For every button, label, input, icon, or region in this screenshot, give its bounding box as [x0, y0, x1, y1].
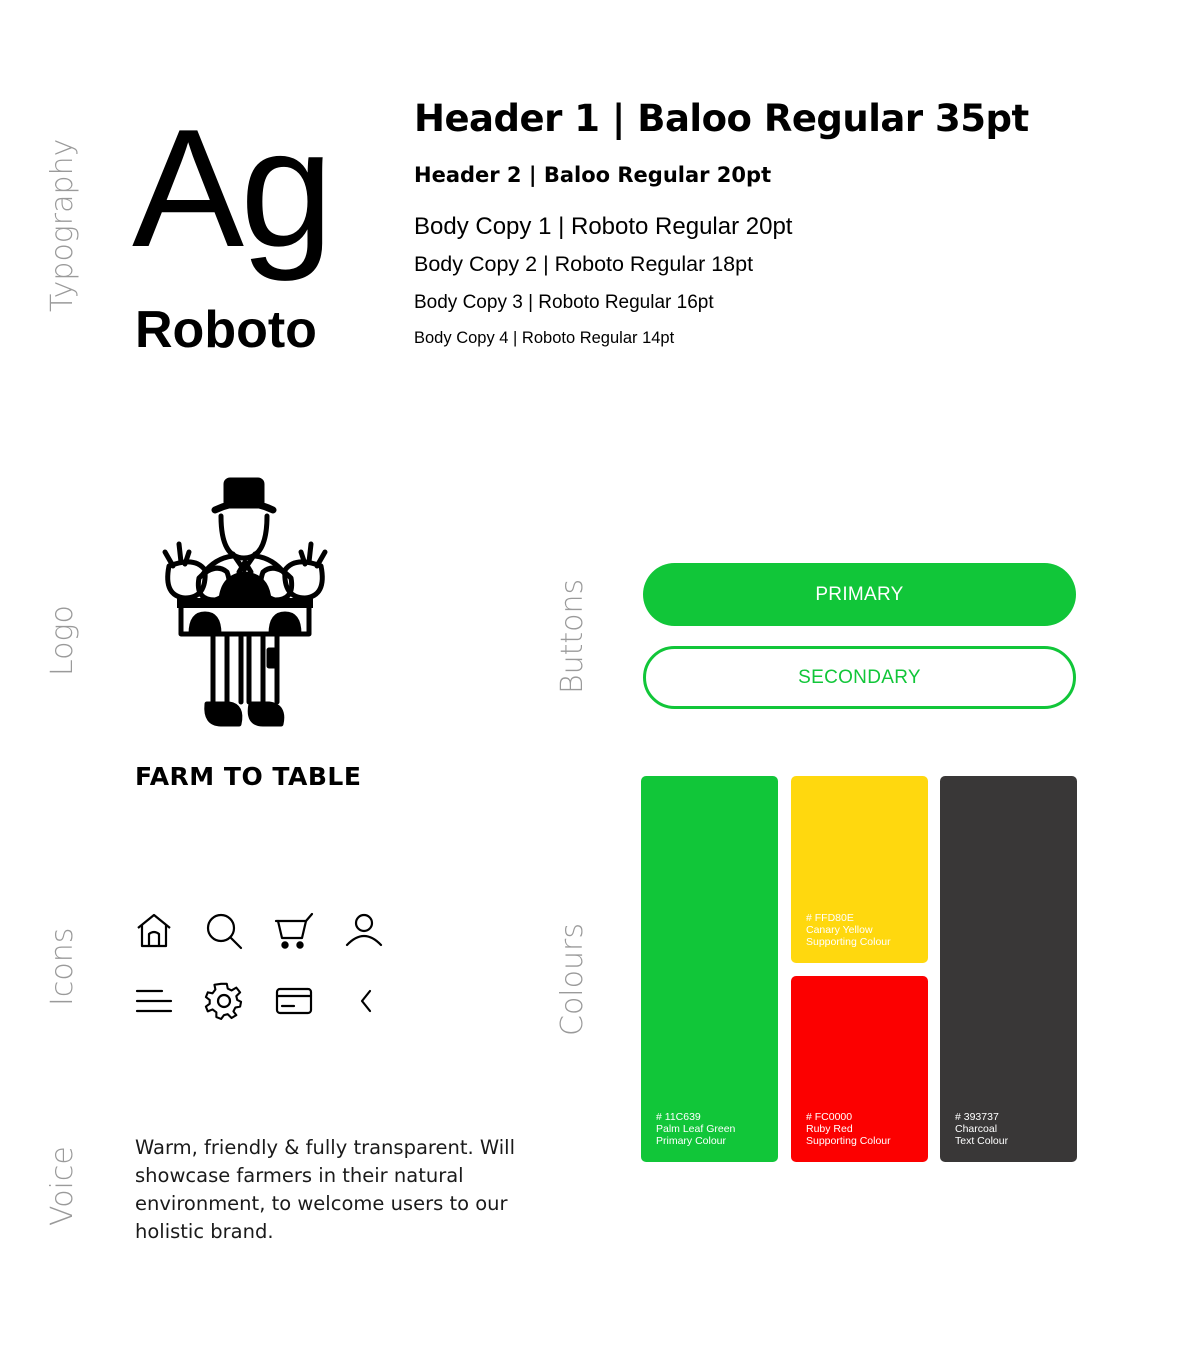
swatch-hex: # FC0000 — [806, 1111, 853, 1123]
secondary-button[interactable]: SECONDARY — [643, 646, 1076, 709]
swatch-hex: # 11C639 — [656, 1111, 701, 1123]
home-icon[interactable] — [134, 911, 174, 951]
user-icon[interactable] — [344, 911, 384, 951]
primary-button[interactable]: PRIMARY — [643, 563, 1076, 626]
swatch-hex: # FFD80E — [806, 912, 854, 924]
swatch-role: Primary Colour — [656, 1135, 727, 1147]
credit-card-icon[interactable] — [274, 981, 314, 1021]
section-label-colours: Colours — [555, 923, 590, 1036]
swatch-palm-leaf-green — [641, 776, 778, 1162]
settings-gear-icon[interactable] — [204, 981, 244, 1021]
type-spec-header-1: Header 1 | Baloo Regular 35pt — [414, 97, 1029, 140]
search-icon[interactable] — [204, 911, 244, 951]
section-label-typography: Typography — [45, 138, 80, 312]
swatch-name: Ruby Red — [806, 1123, 853, 1135]
menu-icon[interactable] — [134, 981, 174, 1021]
swatch-name: Canary Yellow — [806, 924, 873, 936]
cart-icon[interactable] — [274, 911, 314, 951]
swatch-ruby-red — [791, 976, 928, 1162]
swatch-name: Palm Leaf Green — [656, 1123, 736, 1135]
typeface-sample: Ag — [132, 94, 330, 282]
section-label-buttons: Buttons — [555, 578, 590, 694]
type-spec-body-4: Body Copy 4 | Roboto Regular 14pt — [414, 329, 675, 347]
type-spec-header-2: Header 2 | Baloo Regular 20pt — [414, 163, 772, 187]
chevron-left-icon[interactable] — [344, 981, 384, 1021]
swatch-name: Charcoal — [955, 1123, 998, 1135]
type-spec-body-2: Body Copy 2 | Roboto Regular 18pt — [414, 252, 754, 276]
section-label-voice: Voice — [45, 1146, 80, 1226]
swatch-canary-yellow — [791, 776, 928, 963]
brand-name: FARM TO TABLE — [135, 762, 362, 791]
swatch-hex: # 393737 — [955, 1111, 999, 1123]
section-label-icons: Icons — [45, 927, 80, 1006]
brand-voice-description: Warm, friendly & fully transparent. Will showcase farmers in their natural environment, to welcome users to our holistic brand. — [135, 1136, 515, 1243]
typeface-name: Roboto — [135, 301, 317, 359]
type-spec-body-1: Body Copy 1 | Roboto Regular 20pt — [414, 213, 793, 240]
swatch-charcoal — [940, 776, 1077, 1162]
type-spec-body-3: Body Copy 3 | Roboto Regular 16pt — [414, 292, 714, 313]
section-label-logo: Logo — [45, 605, 80, 676]
swatch-role: Text Colour — [955, 1135, 1009, 1147]
farmer-holding-produce-crate-icon — [155, 474, 335, 734]
swatch-role: Supporting Colour — [806, 1135, 891, 1147]
swatch-role: Supporting Colour — [806, 936, 891, 948]
